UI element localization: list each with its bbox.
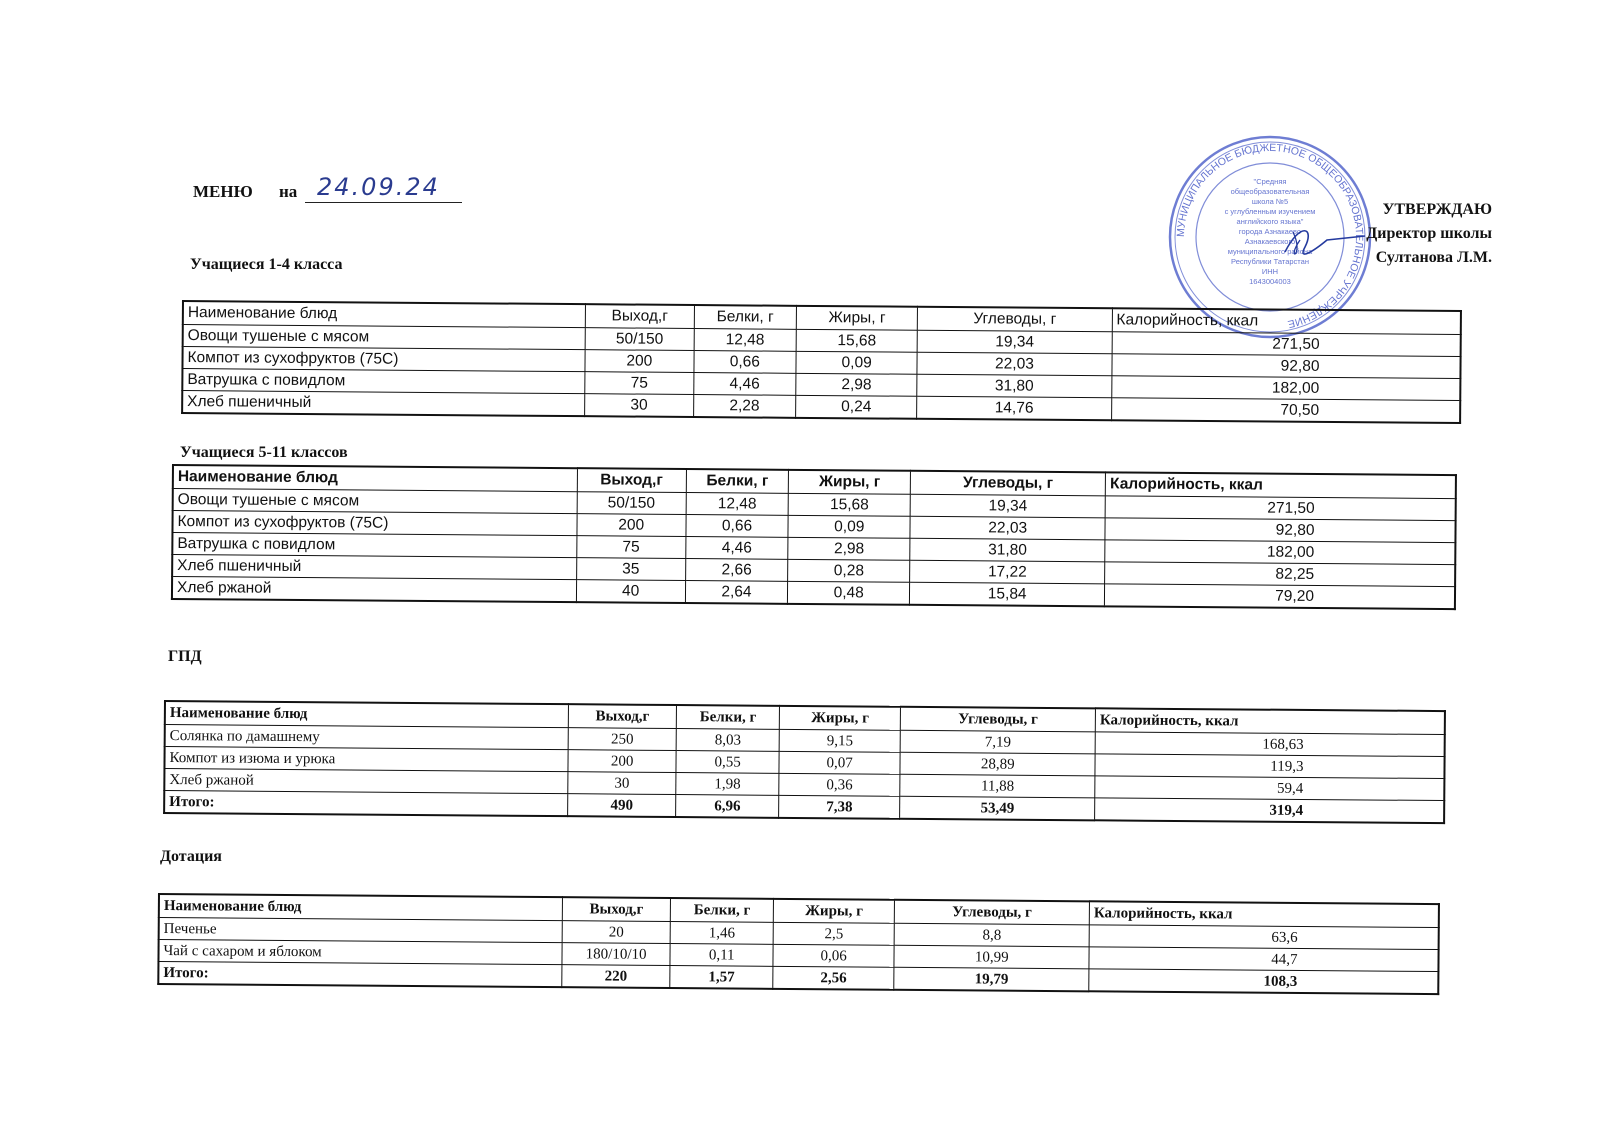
table-cell: Хлеб пшеничный xyxy=(182,391,585,417)
table-cell: 19,79 xyxy=(894,967,1089,991)
table-cell: 59,4 xyxy=(1095,776,1445,801)
table-cell: Углеводы, г xyxy=(895,900,1090,925)
table-cell: 0,48 xyxy=(788,581,910,604)
table-cell: 8,03 xyxy=(677,729,780,752)
table-cell: 271,50 xyxy=(1112,332,1461,357)
table-cell: Углеводы, г xyxy=(918,307,1112,332)
section-title: Дотация xyxy=(160,848,222,865)
table-cell: 0,11 xyxy=(670,944,773,967)
table-cell: 50/150 xyxy=(577,492,686,515)
table-cell: 31,80 xyxy=(917,374,1111,398)
table-cell: 31,80 xyxy=(910,538,1105,562)
table-cell: Белки, г xyxy=(694,305,796,329)
table-cell: 0,09 xyxy=(796,351,918,374)
table-cell: Компот из сухофруктов (75С) xyxy=(182,347,585,372)
table-cell: 182,00 xyxy=(1105,540,1455,565)
table-cell: Ватрушка с повидлом xyxy=(172,533,576,558)
seal-inner-line: английского языка" xyxy=(1236,217,1304,226)
table-cell: Белки, г xyxy=(677,705,780,729)
table-cell: 82,25 xyxy=(1105,562,1455,587)
na-label: на xyxy=(279,182,298,201)
table-cell: 20 xyxy=(562,921,671,944)
seal-inner-line: "Средняя xyxy=(1253,177,1287,186)
table-cell: 22,03 xyxy=(917,352,1111,376)
table-cell: 119,3 xyxy=(1095,754,1445,779)
table-cell: 92,80 xyxy=(1112,354,1461,379)
table-cell: 182,00 xyxy=(1111,376,1460,401)
table-cell: Итого: xyxy=(164,791,567,817)
table-cell: 53,49 xyxy=(900,796,1095,820)
table-cell: Белки, г xyxy=(686,469,789,493)
seal-inner-line: муниципального района xyxy=(1227,247,1313,256)
table-cell: 44,7 xyxy=(1089,947,1439,972)
menu-table xyxy=(163,700,1446,824)
table-cell: Выход,г xyxy=(577,468,686,492)
table-cell: Овощи тушеные с мясом xyxy=(183,325,586,350)
table-cell: 7,38 xyxy=(778,795,900,818)
table-cell: 0,36 xyxy=(779,773,901,796)
menu-date-field: 24.09.24 xyxy=(305,170,462,203)
table-cell: 0,55 xyxy=(676,751,779,774)
table-cell: Углеводы, г xyxy=(910,471,1105,496)
table-cell: Компот из сухофруктов (75С) xyxy=(172,511,576,536)
table-cell: 2,5 xyxy=(773,922,895,945)
table-cell: 75 xyxy=(576,536,685,559)
table-cell: Хлеб ржаной xyxy=(164,769,567,794)
seal-inner-line: ИНН xyxy=(1261,267,1279,276)
seal-inner-line: Азнакаевского xyxy=(1244,237,1296,246)
menu-label: МЕНЮ xyxy=(193,182,253,201)
approval-title: УТВЕРЖДАЮ xyxy=(1382,201,1492,218)
table-cell: Выход,г xyxy=(562,897,671,921)
table-cell: 490 xyxy=(567,794,676,817)
table-cell: 319,4 xyxy=(1095,798,1445,823)
table-cell: 11,88 xyxy=(900,774,1095,798)
table-cell: 79,20 xyxy=(1105,584,1455,609)
table-cell: Белки, г xyxy=(671,898,774,922)
table-cell: Овощи тушеные с мясом xyxy=(173,489,577,514)
table-cell: 19,34 xyxy=(910,494,1105,518)
menu-title xyxy=(193,182,297,202)
table-cell: Хлеб ржаной xyxy=(172,577,576,603)
table-cell: 10,99 xyxy=(894,945,1089,969)
seal-inner-line: 1643004003 xyxy=(1249,277,1291,286)
table-cell: 0,09 xyxy=(788,515,910,538)
table-cell: 220 xyxy=(561,965,670,988)
table-cell: Калорийность, ккал xyxy=(1089,901,1439,927)
seal-outer-text: МУНИЦИПАЛЬНОЕ БЮДЖЕТНОЕ ОБЩЕОБРАЗОВАТЕЛЬНОЕ УЧРЕЖДЕНИЕ xyxy=(1174,141,1366,331)
table-cell: 75 xyxy=(585,372,694,395)
table-cell: 250 xyxy=(568,728,677,751)
approval-signer: Султанова Л.М. xyxy=(1375,249,1492,266)
table-cell: 8,8 xyxy=(895,923,1090,947)
table-cell: 15,68 xyxy=(788,493,910,516)
table-cell: 12,48 xyxy=(694,329,796,352)
table-cell: 1,57 xyxy=(670,966,773,989)
table-cell: Солянка по дамашнему xyxy=(165,725,568,750)
table-cell: 14,76 xyxy=(917,396,1111,420)
table-cell: Выход,г xyxy=(568,704,677,728)
table-cell: Калорийность, ккал xyxy=(1112,308,1461,334)
seal-inner-line: с углубленным изучением xyxy=(1224,207,1316,216)
table-cell: 63,6 xyxy=(1089,925,1439,950)
table-cell: 0,28 xyxy=(788,559,910,582)
table-cell: Калорийность, ккал xyxy=(1105,472,1455,498)
table-cell: 1,98 xyxy=(676,773,779,796)
table-cell: 0,24 xyxy=(796,395,918,418)
table-cell: 17,22 xyxy=(910,560,1105,584)
menu-table xyxy=(157,893,1440,995)
table-cell: 15,84 xyxy=(910,582,1105,606)
table-cell: 0,66 xyxy=(686,515,789,538)
table-cell: 12,48 xyxy=(686,493,789,516)
table-cell: 70,50 xyxy=(1111,398,1460,423)
table-cell: 4,46 xyxy=(693,373,795,396)
table-cell: 4,46 xyxy=(685,537,788,560)
table-cell: 0,06 xyxy=(773,944,895,967)
table-cell: 0,07 xyxy=(779,751,901,774)
table-cell: 28,89 xyxy=(900,752,1095,776)
table-cell: Чай с сахаром и яблоком xyxy=(158,940,561,965)
table-cell: 0,66 xyxy=(694,351,796,374)
seal-inner-line: Республики Татарстан xyxy=(1231,257,1309,266)
table-cell: Ватрушка с повидлом xyxy=(182,369,585,394)
table-cell: Наименование блюд xyxy=(165,701,568,728)
table-cell: Жиры, г xyxy=(773,899,895,923)
table-cell: 7,19 xyxy=(901,730,1096,754)
table-cell: Наименование блюд xyxy=(173,465,577,492)
table-cell: Жиры, г xyxy=(779,706,901,730)
table-cell: 1,46 xyxy=(671,922,774,945)
table-cell: 6,96 xyxy=(676,795,779,818)
table-cell: 35 xyxy=(576,558,685,581)
menu-table xyxy=(181,300,1462,424)
table-cell: 200 xyxy=(585,350,694,373)
table-cell: Углеводы, г xyxy=(901,707,1096,732)
seal-inner-line: общеобразовательная xyxy=(1230,187,1310,196)
table-cell: 200 xyxy=(577,514,686,537)
table-cell: Калорийность, ккал xyxy=(1095,708,1445,734)
table-cell: 168,63 xyxy=(1095,732,1445,757)
table-cell: 9,15 xyxy=(779,729,901,752)
table-cell: 19,34 xyxy=(917,330,1111,354)
table-cell: 2,98 xyxy=(788,537,910,560)
table-cell: 15,68 xyxy=(796,329,918,352)
table-cell: 180/10/10 xyxy=(562,943,671,966)
table-cell: Хлеб пшеничный xyxy=(172,555,576,580)
table-cell: 40 xyxy=(576,580,685,603)
section-title: Учащиеся 5-11 классов xyxy=(180,444,348,461)
seal-inner-line: школа №5 xyxy=(1251,197,1289,206)
table-cell: Компот из изюма и урюка xyxy=(164,747,567,772)
table-cell: 92,80 xyxy=(1105,518,1455,543)
seal-inner-line: города Азнакаево xyxy=(1238,227,1302,236)
table-cell: 108,3 xyxy=(1089,969,1439,994)
table-cell: 30 xyxy=(567,772,676,795)
table-cell: 2,56 xyxy=(773,966,895,989)
table-cell: Наименование блюд xyxy=(159,894,562,921)
table-cell: Наименование блюд xyxy=(183,301,586,328)
table-cell: 22,03 xyxy=(910,516,1105,540)
table-cell: Итого: xyxy=(158,962,561,988)
table-cell: 2,28 xyxy=(693,395,795,418)
table-cell: Печенье xyxy=(159,918,562,943)
table-cell: 50/150 xyxy=(585,328,694,351)
table-cell: 2,98 xyxy=(796,373,918,396)
table-cell: 2,66 xyxy=(685,559,788,582)
menu-table xyxy=(171,464,1457,610)
section-title: ГПД xyxy=(168,648,202,665)
table-cell: 271,50 xyxy=(1105,496,1455,521)
table-cell: Жиры, г xyxy=(789,470,911,494)
table-cell: Выход,г xyxy=(585,304,694,328)
table-cell: Жиры, г xyxy=(796,306,918,330)
table-cell: 2,64 xyxy=(685,581,788,604)
approval-block xyxy=(1366,198,1492,270)
section-title: Учащиеся 1-4 класса xyxy=(190,256,343,273)
approval-position: Директор школы xyxy=(1366,225,1492,242)
table-cell: 200 xyxy=(568,750,677,773)
table-cell: 30 xyxy=(585,394,694,417)
